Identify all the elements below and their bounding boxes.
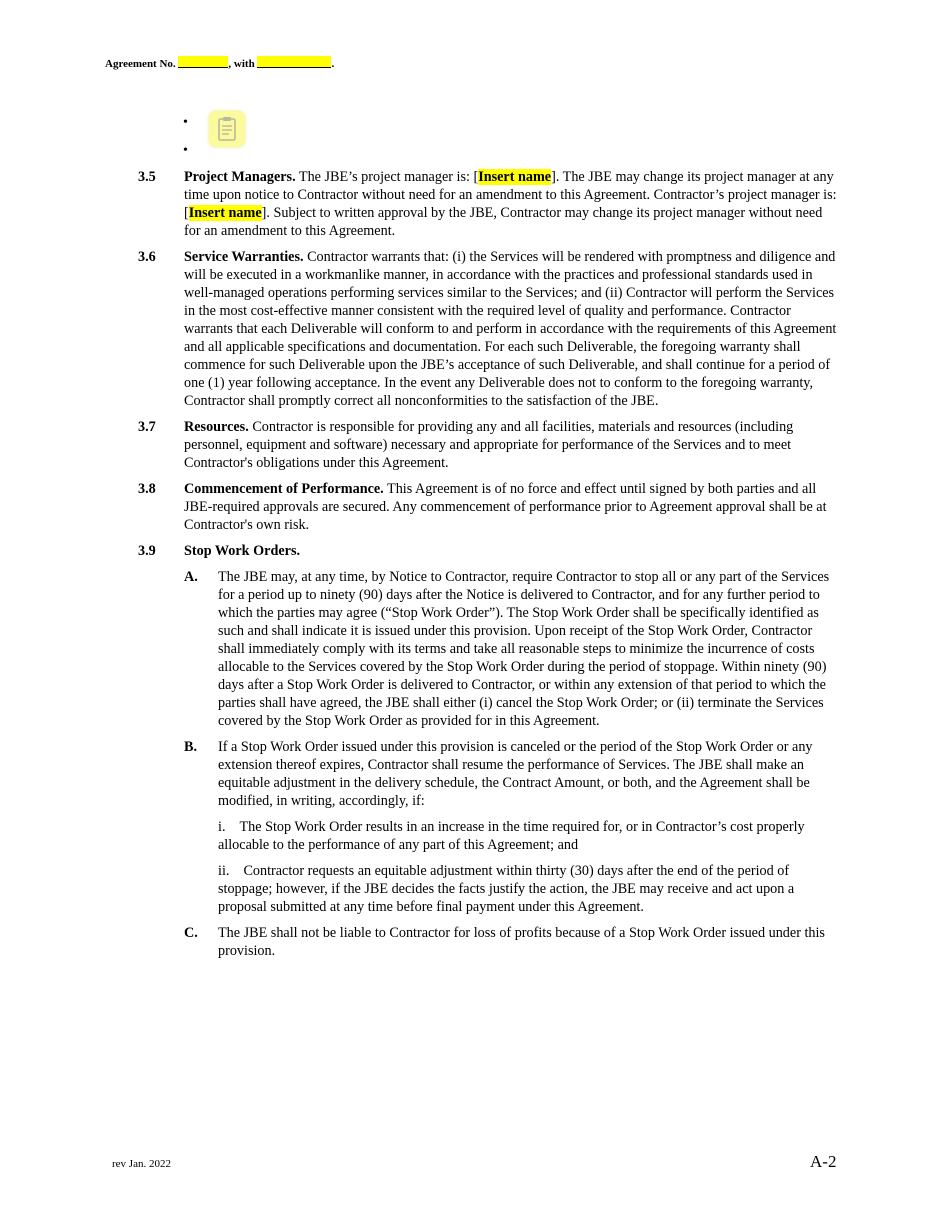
- section-title: Project Managers.: [184, 169, 296, 185]
- subsection-c: [184, 924, 838, 960]
- subsection-text: If a Stop Work Order issued under this provision is canceled or the period of the Stop Work Order or any extension thereof expires, Contractor shall resume the performance of Services. The JBE shall make an equitable adjustment in the delivery schedule, the Contract Amount, or both, and the Agreement shall be modified, in writing, accordingly, if:: [218, 739, 813, 809]
- section-number: 3.6: [138, 249, 156, 265]
- section-text: Contractor warrants that: (i) the Services will be rendered with promptness and diligence and will be executed in a workmanlike manner, in accordance with the practices and professional standards used in well-managed operations performing services similar to the Services; and (ii) Contractor will perform the Services in the most cost-effective manner consistent with the required level of quality and performance. Contractor warrants that each Deliverable will conform to and perform in accordance with the requirements of this Agreement and all applicable specifications and documentation. For each such Deliverable, the foregoing warranty shall commence for such Deliverable upon the JBE’s acceptance of such Deliverable, and shall continue for a period of one (1) year following acceptance. In the event any Deliverable does not to conform to the foregoing warranty, Contractor shall promptly correct all nonconformities to the satisfaction of the JBE.: [184, 249, 837, 409]
- clause-label: ii.: [218, 863, 230, 879]
- subsection-label: C.: [184, 925, 198, 941]
- subsection-label: A.: [184, 569, 198, 585]
- section-title: Commencement of Performance.: [184, 481, 384, 497]
- subsection-label: B.: [184, 739, 198, 755]
- section-3-7: [138, 418, 838, 472]
- section-text: Contractor is responsible for providing any and all facilities, materials and resources (including personnel, equipment and software) necessary and appropriate for performance of the Services and to meet Contractor's obligations under this Agreement.: [184, 419, 794, 471]
- bullet-marker: •: [183, 143, 188, 158]
- section-3-6: [138, 248, 838, 410]
- revision-note: rev Jan. 2022: [112, 1158, 171, 1170]
- agreement-number-blank[interactable]: [178, 56, 228, 68]
- header-period: .: [331, 58, 335, 70]
- clipboard-icon[interactable]: [209, 111, 245, 147]
- subsection-text: The JBE shall not be liable to Contractor for loss of profits because of a Stop Work Order issued under this provision.: [218, 925, 825, 959]
- clause-ii: [218, 862, 838, 916]
- clause-label: i.: [218, 819, 226, 835]
- section-number: 3.9: [138, 543, 156, 559]
- section-title: Resources.: [184, 419, 249, 435]
- agreement-number-label: Agreement No.: [105, 58, 176, 70]
- section-title: Service Warranties.: [184, 249, 304, 265]
- with-label: , with: [228, 58, 255, 70]
- page-number: A-2: [810, 1152, 837, 1171]
- agreement-header: [105, 56, 334, 70]
- subsection-b: [184, 738, 838, 810]
- insert-name-field[interactable]: Insert name: [188, 205, 262, 221]
- section-text: ]. Subject to written approval by the JBE, Contractor may change its project manager without need for an amendment to this Agreement.: [184, 205, 823, 239]
- subsection-text: The JBE may, at any time, by Notice to Contractor, require Contractor to stop all or any part of the Services for a period up to ninety (90) days after the Notice is delivered to Contractor, and for any further period to which the parties may agree (“Stop Work Order”). The Stop Work Order shall be specifically identified as such and shall indicate it is issued under this provision. Upon receipt of the Stop Work Order, Contractor shall immediately comply with its terms and take all reasonable steps to minimize the incurrence of costs allocable to the Services covered by the Stop Work Order during the period of stoppage. Within ninety (90) days after a Stop Work Order is delivered to Contractor, or within any extension of that period to which the parties shall have agreed, the JBE shall either (i) cancel the Stop Work Order; or (ii) terminate the Services covered by the Stop Work Order as provided for in this Agreement.: [218, 569, 830, 729]
- subsection-a: [184, 568, 838, 730]
- section-text: ]. The JBE may change its project manager at any time upon notice to Contractor without need for an amendment to this Agreement. Contractor’s project manager is: [: [184, 169, 837, 221]
- clause-text: Contractor requests an equitable adjustment within thirty (30) days after the end of the period of stoppage; however, if the JBE decides the facts justify the action, the JBE may receive and act upon a proposal submitted at any time before final payment under this Agreement.: [218, 863, 795, 915]
- section-number: 3.5: [138, 169, 156, 185]
- clause-i: [218, 818, 838, 854]
- insert-name-field[interactable]: Insert name: [478, 169, 552, 185]
- agreement-body: [138, 168, 838, 968]
- section-title: Stop Work Orders.: [184, 543, 301, 559]
- section-text: This Agreement is of no force and effect until signed by both parties and all JBE-required approvals are secured. Any commencement of performance prior to Agreement approval shall be at Contractor's own risk.: [184, 481, 827, 533]
- section-number: 3.8: [138, 481, 156, 497]
- contractor-name-blank[interactable]: [257, 56, 331, 68]
- section-number: 3.7: [138, 419, 156, 435]
- section-3-8: [138, 480, 838, 534]
- clause-text: The Stop Work Order results in an increase in the time required for, or in Contractor’s cost properly allocable to the performance of any part of this Agreement; and: [218, 819, 805, 853]
- section-text: The JBE’s project manager is: [: [298, 169, 479, 185]
- bullet-marker: •: [183, 115, 188, 130]
- section-3-5: [138, 168, 838, 240]
- section-3-9: [138, 542, 838, 560]
